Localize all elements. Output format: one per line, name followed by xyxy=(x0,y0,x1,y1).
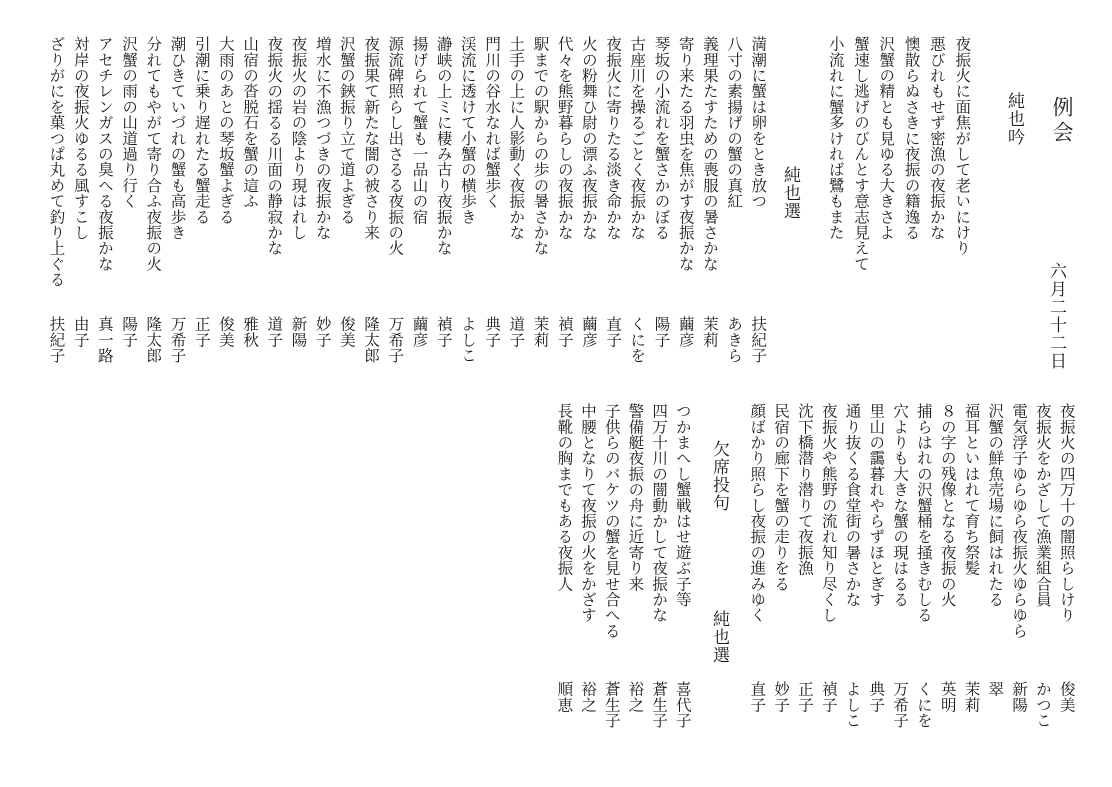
haiku-line: ８の字の残像となる夜振の火 xyxy=(938,403,957,608)
haiku-author: 妙子 xyxy=(313,316,332,348)
haiku-author: 英明 xyxy=(938,681,957,713)
haiku-line: アセチレンガスの臭へる夜振かな xyxy=(95,36,114,272)
haiku-author: 万希子 xyxy=(168,316,187,364)
haiku-line: 大雨のあとの琴坂蟹よぎる xyxy=(216,36,235,225)
haiku-author: 正子 xyxy=(795,681,814,713)
haiku-line: 揚げられて蟹も一品山の宿 xyxy=(410,36,429,225)
haiku-author: 蒼生子 xyxy=(650,681,669,729)
haiku-line: 潮ひきていづれの蟹も高歩き xyxy=(168,36,187,241)
junya-sen-heading: 純也選 xyxy=(780,166,800,220)
haiku-author: 蒼生子 xyxy=(602,681,621,729)
haiku-line: 子供らのバケツの蟹を見せ合へる xyxy=(602,403,621,639)
haiku-author: 喜代子 xyxy=(673,681,692,729)
haiku-author: 順恵 xyxy=(555,681,574,713)
haiku-author: よしこ xyxy=(458,316,477,364)
haiku-line: 義理果たすための喪服の暑さかな xyxy=(700,36,719,272)
haiku-line: 警備艇夜振の舟に近寄り来 xyxy=(626,403,645,592)
haiku-line: 分れてもやがて寄り合ふ夜振の火 xyxy=(144,36,163,272)
haiku-author: 万希子 xyxy=(386,316,405,364)
haiku-author: 禎子 xyxy=(555,316,574,348)
haiku-line: 夜振火や熊野の流れ知り尽くし xyxy=(819,403,838,623)
haiku-line: 捕らはれの沢蟹桶を掻きむしる xyxy=(914,403,933,623)
haiku-line: 代々を熊野暮らしの夜振かな xyxy=(555,36,574,241)
haiku-line: 悪びれもせず密漁の夜振かな xyxy=(927,36,946,241)
haiku-author: 茉莉 xyxy=(700,316,719,348)
haiku-author: 翠 xyxy=(986,681,1005,697)
haiku-author: 扶紀子 xyxy=(749,316,768,364)
haiku-author: 陽子 xyxy=(652,316,671,348)
haiku-line: 沢蟹の雨の山道過り行く xyxy=(120,36,139,209)
haiku-line: ざりがにを菓つぱ丸めて釣り上ぐる xyxy=(47,36,66,288)
junya-gin-haiku-list xyxy=(827,36,979,296)
haiku-author: 雅秋 xyxy=(241,316,260,348)
haiku-author: 繭彦 xyxy=(410,316,429,348)
haiku-author: 正子 xyxy=(192,316,211,348)
haiku-author: 茉莉 xyxy=(531,316,550,348)
haiku-line: 顔ばかり照らし夜振の進みゆく xyxy=(748,403,767,623)
haiku-line: 対岸の夜振火ゆるる風すこし xyxy=(71,36,90,241)
haiku-line: 夜振果て新たな闇の被さり来 xyxy=(362,36,381,241)
haiku-author: かつこ xyxy=(1033,681,1052,729)
absentee-heading: 欠席投句 xyxy=(709,440,729,512)
haiku-line: 穴よりも大きな蟹の現はるる xyxy=(891,403,910,608)
haiku-line: 古座川を操るごとく夜振かな xyxy=(628,36,647,241)
haiku-author: 繭彦 xyxy=(579,316,598,348)
haiku-author: 由子 xyxy=(71,316,90,348)
haiku-author: よしこ xyxy=(843,681,862,729)
haiku-line: 増水に不漁つづきの夜振かな xyxy=(313,36,332,241)
haiku-line: 福耳といはれて育ち祭髪 xyxy=(962,403,981,576)
haiku-author: 真一路 xyxy=(95,316,114,364)
haiku-author: くにを xyxy=(628,316,647,364)
haiku-author: 直子 xyxy=(604,316,623,348)
haiku-line: 満潮に蟹は卵をとき放つ xyxy=(749,36,768,209)
haiku-line: 里山の靄暮れやらずほとぎす xyxy=(867,403,886,608)
haiku-line: 沢蟹の鋏振り立て道よぎる xyxy=(337,36,356,225)
junya-sen-list-continued xyxy=(748,403,1082,733)
haiku-author: 万希子 xyxy=(891,681,910,729)
haiku-line: 民宿の廊下を蟹の走りをる xyxy=(772,403,791,592)
haiku-author: 繭彦 xyxy=(676,316,695,348)
haiku-line: 駅までの駅からの歩の暑さかな xyxy=(531,36,550,256)
haiku-line: 寄り来たる羽虫を焦がす夜振かな xyxy=(676,36,695,272)
haiku-line: 長靴の胸までもある夜振人 xyxy=(555,403,574,592)
haiku-line: 夜振火の四万十の闇照らしけり xyxy=(1057,403,1076,623)
haiku-author: 俊美 xyxy=(337,316,356,348)
haiku-line: 夜振火に面焦がして老いにけり xyxy=(953,36,972,256)
haiku-line: 蟹速し逃げのびんとす意志見えて xyxy=(852,36,870,272)
haiku-line: つかまへし蟹戦はせ遊ぶ子等 xyxy=(673,403,692,608)
haiku-line: 沢蟹の精とも見ゆる大きさよ xyxy=(877,36,896,241)
page-date: 六月二十二日 xyxy=(1046,262,1066,370)
haiku-author: 新陽 xyxy=(1010,681,1029,713)
haiku-author: 裕之 xyxy=(579,681,597,713)
haiku-line: 土手の上に人影動く夜振かな xyxy=(507,36,526,241)
haiku-line: 山宿の沓脱石を蟹の這ふ xyxy=(241,36,260,209)
haiku-line: 渓流に透けて小蟹の横歩き xyxy=(458,36,477,225)
absentee-list xyxy=(556,403,698,733)
haiku-line: 瀞峡の上ミに棲み古り夜振かな xyxy=(434,36,453,256)
haiku-author: 茉莉 xyxy=(962,681,981,713)
haiku-author: 典子 xyxy=(867,681,886,713)
haiku-line: 火の粉舞ひ尉の漂ふ夜振かな xyxy=(579,36,598,241)
absentee-selector: 純也選 xyxy=(709,610,729,664)
junya-gin-heading: 純也吟 xyxy=(1004,92,1024,146)
haiku-author: 道子 xyxy=(265,316,284,348)
haiku-line: 夜振火の揺るる川面の静寂かな xyxy=(265,36,284,256)
haiku-author: 道子 xyxy=(507,316,526,348)
haiku-author: 隆太郎 xyxy=(362,316,381,364)
page-title: 例会 xyxy=(1050,96,1074,146)
haiku-line: 源流碑照らし出さるる夜振の火 xyxy=(386,36,405,256)
haiku-line: 中腰となりて夜振の火をかざす xyxy=(579,403,597,623)
haiku-line: 夜振火をかざして漁業組合員 xyxy=(1033,403,1052,608)
haiku-author: 隆太郎 xyxy=(144,316,163,364)
haiku-line: 小流れに蟹多ければ鷺もまた xyxy=(826,36,845,241)
haiku-author: 陽子 xyxy=(120,316,139,348)
junya-sen-list xyxy=(48,36,774,366)
haiku-author: 俊美 xyxy=(1057,681,1076,713)
haiku-author: 禎子 xyxy=(434,316,453,348)
haiku-line: 沈下橋潜り潜りて夜振漁 xyxy=(795,403,814,576)
haiku-author: 典子 xyxy=(483,316,502,348)
haiku-line: 夜振火の岩の陰より現はれし xyxy=(289,36,308,241)
haiku-line: 夜振火に寄りたる淡き命かな xyxy=(604,36,623,241)
haiku-author: くにを xyxy=(914,681,933,729)
haiku-line: 電気浮子ゆらゆら夜振火ゆらゆら xyxy=(1010,403,1029,639)
haiku-author: 新陽 xyxy=(289,316,308,348)
haiku-line: 四万十川の闇動かして夜振かな xyxy=(650,403,669,623)
haiku-line: 門川の谷水なれば蟹歩く xyxy=(483,36,502,209)
haiku-author: あきら xyxy=(725,316,744,364)
haiku-author: 禎子 xyxy=(819,681,838,713)
haiku-line: 通り抜くる食堂街の暑さかな xyxy=(843,403,862,608)
haiku-line: 八寸の素揚げの蟹の真紅 xyxy=(725,36,744,209)
haiku-author: 裕之 xyxy=(626,681,645,713)
haiku-line: 沢蟹の鮮魚売場に飼はれたる xyxy=(986,403,1005,608)
haiku-author: 俊美 xyxy=(216,316,235,348)
haiku-author: 直子 xyxy=(748,681,767,713)
haiku-author: 扶紀子 xyxy=(47,316,66,364)
haiku-line: 懊散らぬさきに夜振の籍逸る xyxy=(902,36,921,241)
haiku-author: 妙子 xyxy=(772,681,791,713)
haiku-line: 引潮に乗り遅れたる蟹走る xyxy=(192,36,211,225)
haiku-line: 琴坂の小流れを蟹さかのぼる xyxy=(652,36,671,241)
